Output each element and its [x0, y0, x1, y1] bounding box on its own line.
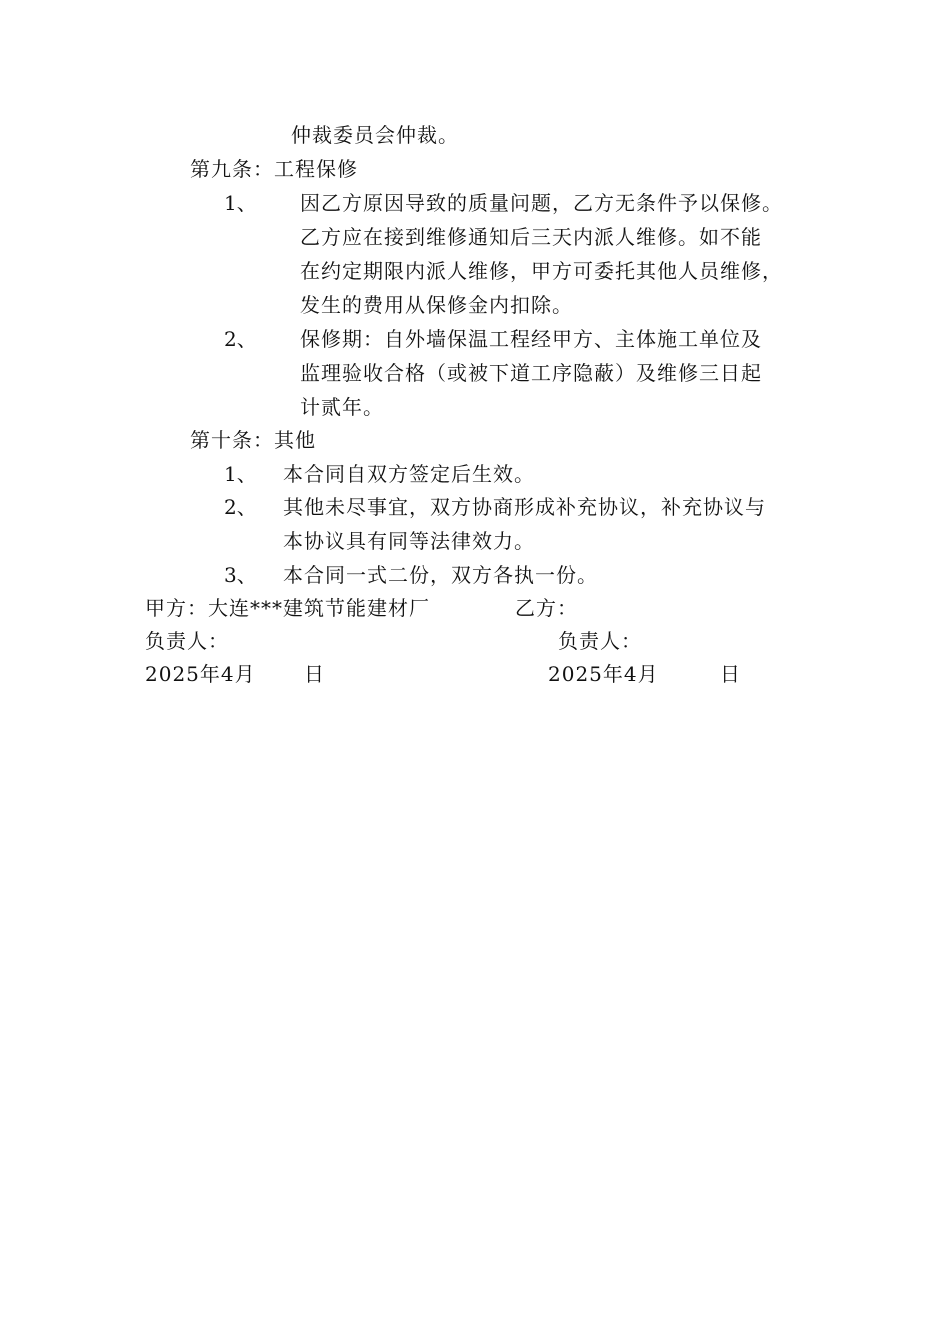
article-10-item-3-number: 3、: [224, 563, 257, 587]
article-9-item-1-line-3: 在约定期限内派人维修，甲方可委托其他人员维修，: [300, 259, 783, 283]
article-9-item-1-number: 1、: [224, 191, 257, 215]
party-b-day: 日: [720, 662, 741, 686]
party-b-date: 2025年4月: [548, 662, 659, 686]
article-10-item-3-line-1: 本合同一式二份，双方各执一份。: [283, 563, 598, 587]
party-a-responsible-label: 负责人：: [145, 629, 229, 653]
article-10-item-2-number: 2、: [224, 495, 257, 519]
article-10-item-1-number: 1、: [224, 462, 257, 486]
article-9-item-1-line-2: 乙方应在接到维修通知后三天内派人维修。如不能: [300, 225, 762, 249]
article-9-item-1-line-1: 因乙方原因导致的质量问题，乙方无条件予以保修。: [300, 191, 783, 215]
article-9-item-2-line-2: 监理验收合格（或被下道工序隐蔽）及维修三日起: [300, 361, 762, 385]
article-9-item-2-number: 2、: [224, 327, 257, 351]
article-10-item-1-line-1: 本合同自双方签定后生效。: [283, 462, 535, 486]
continuation-line: 仲裁委员会仲裁。: [291, 123, 459, 147]
party-b-responsible-label: 负责人：: [558, 629, 642, 653]
article-9-item-2-line-1: 保修期：自外墙保温工程经甲方、主体施工单位及: [300, 327, 762, 351]
article-10-item-2-line-1: 其他未尽事宜，双方协商形成补充协议，补充协议与: [283, 495, 766, 519]
article-10-heading: 第十条：其他: [190, 428, 316, 452]
article-10-item-2-line-2: 本协议具有同等法律效力。: [283, 529, 535, 553]
article-9-heading: 第九条：工程保修: [190, 157, 358, 181]
party-a-day: 日: [304, 662, 325, 686]
article-9-item-1-line-4: 发生的费用从保修金内扣除。: [300, 293, 573, 317]
article-9-item-2-line-3: 计贰年。: [300, 395, 384, 419]
party-b-label: 乙方：: [515, 596, 578, 620]
party-a-date: 2025年4月: [145, 662, 256, 686]
party-a-label: 甲方：大连***建筑节能建材厂: [145, 596, 430, 620]
